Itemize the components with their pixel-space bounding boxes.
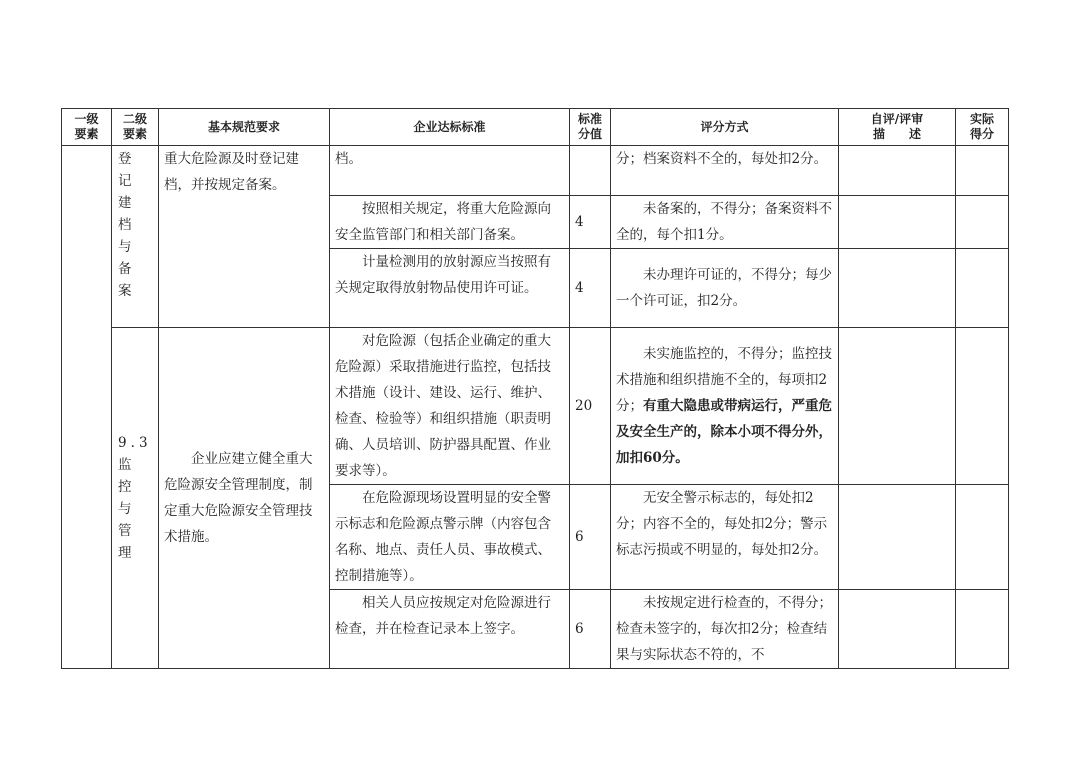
standard-cell: 在危险源现场设置明显的安全警示标志和危险源点警示牌（内容包含名称、地点、责任人员、事故模式、控制措施等）。 [330, 485, 570, 590]
header-self-evaluation: 自评/评审 描 述 [839, 109, 956, 146]
score-cell: 6 [570, 485, 611, 590]
standard-cell: 相关人员应按规定对危险源进行检查，并在检查记录本上签字。 [330, 590, 570, 669]
header-row [62, 109, 1009, 146]
method-cell: 分；档案资料不全的，每处扣2分。 [611, 146, 839, 196]
header-score-value: 标准 分值 [570, 109, 611, 146]
standard-cell: 档。 [330, 146, 570, 196]
actual-score-cell [956, 146, 1009, 196]
self-eval-cell [839, 196, 956, 249]
actual-score-cell [956, 590, 1009, 669]
standard-cell: 计量检测用的放射源应当按照有关规定取得放射物品使用许可证。 [330, 249, 570, 328]
header-basic-requirement: 基本规范要求 [159, 109, 330, 146]
method-bold-text: 有重大隐患或带病运行，严重危及安全生产的，除本小项不得分外，加扣60分。 [616, 398, 832, 466]
standard-cell: 按照相关规定，将重大危险源向安全监管部门和相关部门备案。 [330, 196, 570, 249]
self-eval-cell [839, 249, 956, 328]
level2-cell-monitoring: 9.3 监控 与管 理 [112, 328, 159, 669]
self-eval-cell [839, 590, 956, 669]
self-eval-cell [839, 485, 956, 590]
actual-score-cell [956, 485, 1009, 590]
level2-cell-registration: 登记 建档 与备 案 [112, 146, 159, 328]
standard-cell: 对危险源（包括企业确定的重大危险源）采取措施进行监控，包括技术措施（设计、建设、运行、维护、检查、检验等）和组织措施（职责明确、人员培训、防护器具配置、作业要求等）。 [330, 328, 570, 485]
self-eval-cell [839, 146, 956, 196]
actual-score-cell [956, 196, 1009, 249]
actual-score-cell [956, 249, 1009, 328]
level1-cell [62, 146, 112, 669]
header-level2: 二级 要素 [112, 109, 159, 146]
score-cell: 6 [570, 590, 611, 669]
method-cell: 未按规定进行检查的，不得分；检查未签字的，每次扣2分；检查结果与实际状态不符的，不 [611, 590, 839, 669]
method-cell [611, 328, 839, 485]
table-row [62, 146, 1009, 196]
score-cell: 4 [570, 249, 611, 328]
score-cell [570, 146, 611, 196]
actual-score-cell [956, 328, 1009, 485]
method-cell: 未办理许可证的，不得分；每少一个许可证，扣2分。 [611, 249, 839, 328]
method-cell: 未备案的，不得分；备案资料不全的，每个扣1分。 [611, 196, 839, 249]
score-cell: 20 [570, 328, 611, 485]
header-scoring-method: 评分方式 [611, 109, 839, 146]
table-row [62, 328, 1009, 485]
header-level1: 一级 要素 [62, 109, 112, 146]
basic-requirement-b: 企业应建立健全重大危险源安全管理制度，制定重大危险源安全管理技术措施。 [159, 328, 330, 669]
header-standard: 企业达标标准 [330, 109, 570, 146]
method-normal-text: 未实施监控的，不得分；监控技术措施和组织措施不全的，每项扣2分； [616, 346, 832, 414]
score-cell: 4 [570, 196, 611, 249]
header-actual-score: 实际 得分 [956, 109, 1009, 146]
method-cell: 无安全警示标志的，每处扣2分；内容不全的，每处扣2分；警示标志污损或不明显的，每处扣2分。 [611, 485, 839, 590]
self-eval-cell [839, 328, 956, 485]
basic-requirement-a: 重大危险源及时登记建档，并按规定备案。 [159, 146, 330, 328]
evaluation-table [61, 108, 1009, 669]
